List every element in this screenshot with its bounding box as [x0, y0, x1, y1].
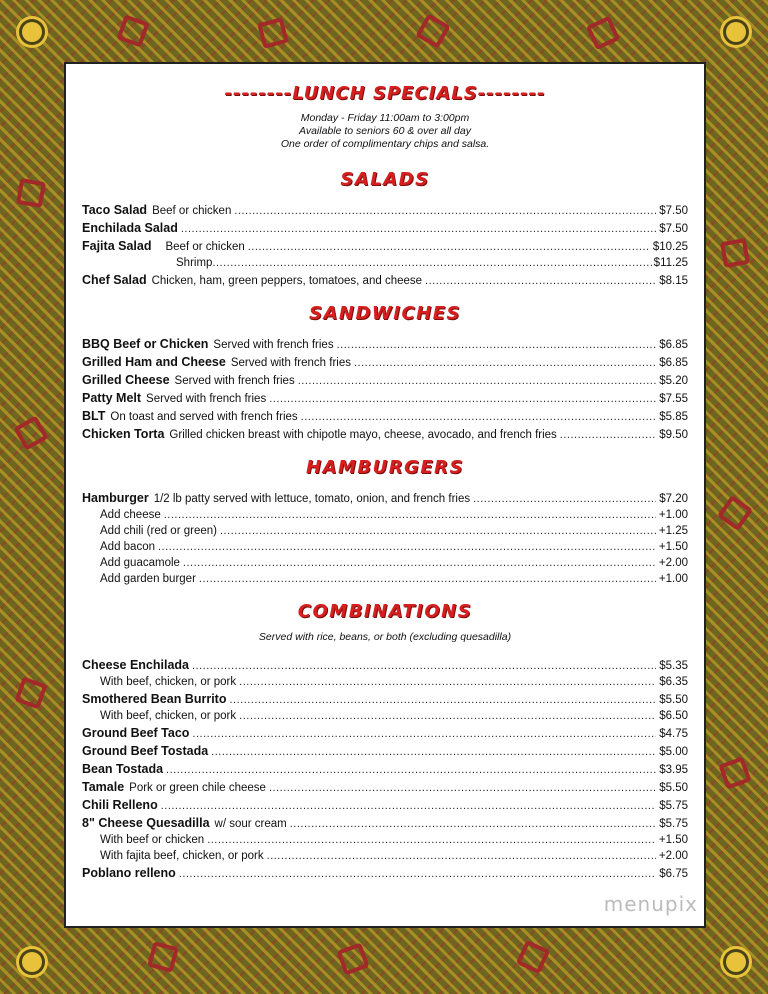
menu-item: Ground Beef Taco ..... $4.75 — [82, 724, 688, 742]
menu-page — [64, 62, 706, 928]
swirl-decoration — [717, 495, 753, 531]
menu-item: With beef, chicken, or pork ..... $6.35 — [82, 674, 688, 690]
swirl-decoration — [516, 940, 551, 975]
menu-item: Chef Salad Chicken, ham, green peppers, tomatoes, and cheese ..... $8.15 — [82, 271, 688, 289]
combinations-note: Served with rice, beans, or both (excluding quesadilla) — [258, 631, 512, 643]
chips-line: One order of complimentary chips and salsa. — [280, 138, 490, 150]
swirl-decoration — [336, 942, 369, 975]
menu-item: Ground Beef Tostada ..... $5.00 — [82, 742, 688, 760]
addon-item: Add cheese ..... +1.00 — [82, 507, 688, 523]
menu-item: Bean Tostada ..... $3.95 — [82, 760, 688, 778]
addon-item: Add bacon ..... +1.50 — [82, 539, 688, 555]
menu-item: With beef or chicken ..... +1.50 — [82, 832, 688, 848]
menu-item: Chicken Torta Grilled chicken breast with chipotle mayo, cheese, avocado, and french fries ..... $9.50 — [82, 425, 688, 443]
menu-item: Chili Relleno ..... $5.75 — [82, 796, 688, 814]
sun-icon — [9, 9, 55, 55]
menu-item: Enchilada Salad ..... $7.50 — [82, 219, 688, 237]
watermark: menupix — [603, 892, 698, 916]
menu-item: Shrimp ..... $11.25 — [82, 255, 688, 271]
swirl-decoration — [257, 17, 289, 49]
seniors-line: Available to seniors 60 & over all day — [299, 125, 471, 137]
menu-item: Hamburger 1/2 lb patty served with lettuce, tomato, onion, and french fries ..... $7.20 — [82, 489, 688, 507]
menu-item: Cheese Enchilada ..... $5.35 — [82, 656, 688, 674]
sandwiches-heading: SANDWICHES — [309, 303, 461, 324]
menu-item: Patty Melt Served with french fries ..... $7.55 — [82, 389, 688, 407]
addon-item: Add chili (red or green) ..... +1.25 — [82, 523, 688, 539]
addon-item: Add guacamole ..... +2.00 — [82, 555, 688, 571]
lunch-specials-title: --------LUNCH SPECIALS-------- — [224, 83, 546, 104]
menu-item: BBQ Beef or Chicken Served with french fries ..... $6.85 — [82, 335, 688, 353]
salads-heading: SALADS — [340, 169, 430, 190]
sun-icon — [9, 939, 55, 985]
hours-line: Monday - Friday 11:00am to 3:00pm — [300, 112, 470, 124]
menu-item: Grilled Ham and Cheese Served with french fries ..... $6.85 — [82, 353, 688, 371]
swirl-decoration — [147, 941, 179, 973]
swirl-decoration — [415, 13, 451, 49]
sun-icon — [713, 939, 759, 985]
menu-item: With beef, chicken, or pork ..... $6.50 — [82, 708, 688, 724]
combinations-heading: COMBINATIONS — [297, 601, 473, 622]
menu-item: Fajita Salad Beef or chicken ..... $10.25 — [82, 237, 688, 255]
swirl-decoration — [718, 756, 751, 789]
addon-item: Add garden burger ..... +1.00 — [82, 571, 688, 587]
menu-item: BLT On toast and served with french fries ..... $5.85 — [82, 407, 688, 425]
menu-item: Smothered Bean Burrito ..... $5.50 — [82, 690, 688, 708]
hamburgers-heading: HAMBURGERS — [306, 457, 464, 478]
menu-item: Tamale Pork or green chile cheese ..... $5.50 — [82, 778, 688, 796]
swirl-decoration — [16, 178, 46, 208]
swirl-decoration — [586, 16, 621, 51]
menu-item: Poblano relleno ..... $6.75 — [82, 864, 688, 882]
menu-item: Grilled Cheese Served with french fries ..... $5.20 — [82, 371, 688, 389]
swirl-decoration — [720, 238, 750, 268]
menu-item: With fajita beef, chicken, or pork ..... +2.00 — [82, 848, 688, 864]
menu-item: Taco Salad Beef or chicken ..... $7.50 — [82, 201, 688, 219]
swirl-decoration — [14, 676, 47, 709]
swirl-decoration — [116, 14, 149, 47]
menu-item: 8" Cheese Quesadilla w/ sour cream ..... $5.75 — [82, 814, 688, 832]
sun-icon — [713, 9, 759, 55]
swirl-decoration — [13, 415, 49, 451]
